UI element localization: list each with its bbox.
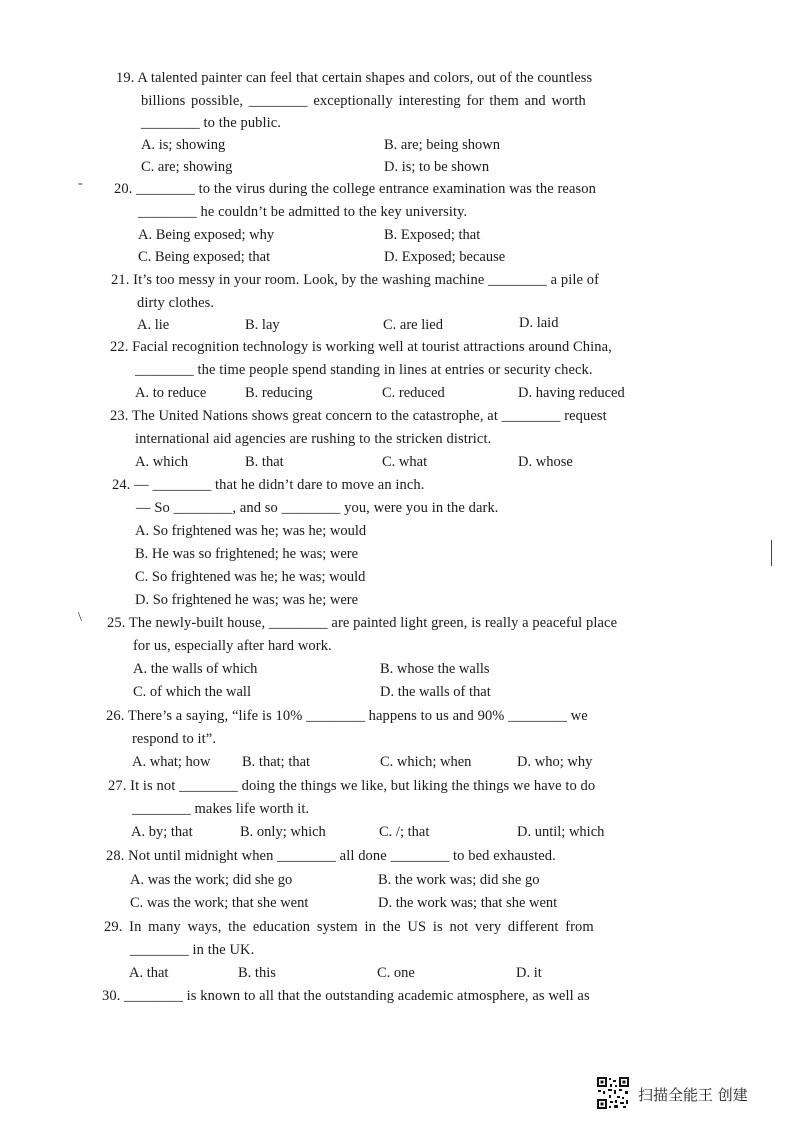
q25-option-a: A. the walls of which xyxy=(133,661,258,677)
q25-option-c: C. of which the wall xyxy=(133,684,251,700)
q25-option-b: B. whose the walls xyxy=(380,661,490,677)
q23-option-d: D. whose xyxy=(518,454,573,470)
q19-line-2: billions possible, ________ exceptionally interesting for them and worth xyxy=(141,93,586,109)
q19-line-1: 19. A talented painter can feel that certain shapes and colors, out of the countless xyxy=(116,70,593,86)
q22-option-a: A. to reduce xyxy=(135,385,207,401)
qr-code-icon xyxy=(596,1076,630,1110)
q26-line-1: 26. There’s a saying, “life is 10% ________ happens to us and 90% ________ we xyxy=(106,708,588,724)
q21-line-1: 21. It’s too messy in your room. Look, by the washing machine ________ a pile of xyxy=(111,272,600,288)
q19-option-c: C. are; showing xyxy=(141,159,233,175)
q19-option-d: D. is; to be shown xyxy=(384,159,490,175)
q29-option-c: C. one xyxy=(377,965,415,981)
q28-option-a: A. was the work; did she go xyxy=(130,872,293,888)
q22-line-2: ________ the time people spend standing in lines at entries or security check. xyxy=(135,362,593,378)
q24-option-d: D. So frightened he was; was he; were xyxy=(135,592,359,608)
q21-option-b: B. lay xyxy=(245,317,280,333)
q22-option-b: B. reducing xyxy=(245,385,313,401)
q24-line-2: — So ________, and so ________ you, were you in the dark. xyxy=(136,500,499,516)
margin-vertical-mark xyxy=(771,540,772,566)
q24-option-b: B. He was so frightened; he was; were xyxy=(135,546,359,562)
q27-line-2: ________ makes life worth it. xyxy=(132,801,310,817)
q26-line-2: respond to it”. xyxy=(132,731,217,747)
scanner-brand-text: 扫描全能王 创建 xyxy=(638,1086,748,1104)
q28-option-d: D. the work was; that she went xyxy=(378,895,558,911)
q23-option-b: B. that xyxy=(245,454,284,470)
q29-line-2: ________ in the UK. xyxy=(130,942,255,958)
q26-option-c: C. which; when xyxy=(380,754,472,770)
q27-line-1: 27. It is not ________ doing the things we like, but liking the things we have to do xyxy=(108,778,596,794)
q23-option-a: A. which xyxy=(135,454,189,470)
q29-line-1: 29. In many ways, the education system in the US is not very different from xyxy=(104,919,594,935)
q21-line-2: dirty clothes. xyxy=(137,295,215,311)
q29-option-a: A. that xyxy=(129,965,169,981)
q24-option-c: C. So frightened was he; he was; would xyxy=(135,569,366,585)
q27-option-b: B. only; which xyxy=(240,824,326,840)
q25-option-d: D. the walls of that xyxy=(380,684,491,700)
q23-line-1: 23. The United Nations shows great concern to the catastrophe, at ________ request xyxy=(110,408,607,424)
q21-option-c: C. are lied xyxy=(383,317,443,333)
q22-option-c: C. reduced xyxy=(382,385,445,401)
q19-option-a: A. is; showing xyxy=(141,137,226,153)
q20-option-d: D. Exposed; because xyxy=(384,249,506,265)
q25-line-1: 25. The newly-built house, ________ are painted light green, is really a peaceful place xyxy=(107,615,618,631)
q20-option-b: B. Exposed; that xyxy=(384,227,481,243)
q22-option-d: D. having reduced xyxy=(518,385,625,401)
scanner-watermark xyxy=(596,1076,786,1112)
q21-option-a: A. lie xyxy=(137,317,170,333)
q19-option-b: B. are; being shown xyxy=(384,137,500,153)
q20-option-a: A. Being exposed; why xyxy=(138,227,275,243)
q28-line-1: 28. Not until midnight when ________ all done ________ to bed exhausted. xyxy=(106,848,556,864)
q27-option-a: A. by; that xyxy=(131,824,193,840)
margin-dash-mark: - xyxy=(78,176,83,191)
q24-line-1: 24. — ________ that he didn’t dare to move an inch. xyxy=(112,477,425,493)
q26-option-d: D. who; why xyxy=(517,754,593,770)
q26-option-a: A. what; how xyxy=(132,754,211,770)
margin-slash-mark: \ xyxy=(78,610,82,625)
q27-option-c: C. /; that xyxy=(379,824,430,840)
q22-line-1: 22. Facial recognition technology is working well at tourist attractions around China, xyxy=(110,339,612,355)
q25-line-2: for us, especially after hard work. xyxy=(133,638,332,654)
q20-line-1: 20. ________ to the virus during the college entrance examination was the reason xyxy=(114,181,596,197)
q27-option-d: D. until; which xyxy=(517,824,605,840)
q20-line-2: ________ he couldn’t be admitted to the key university. xyxy=(138,204,468,220)
q21-option-d: D. laid xyxy=(519,315,559,331)
q29-option-b: B. this xyxy=(238,965,276,981)
q30-line-1: 30. ________ is known to all that the outstanding academic atmosphere, as well as xyxy=(102,988,590,1004)
q23-line-2: international aid agencies are rushing to the stricken district. xyxy=(135,431,492,447)
q28-option-c: C. was the work; that she went xyxy=(130,895,309,911)
q28-option-b: B. the work was; did she go xyxy=(378,872,540,888)
q19-line-3: ________ to the public. xyxy=(141,115,282,131)
q23-option-c: C. what xyxy=(382,454,428,470)
q29-option-d: D. it xyxy=(516,965,542,981)
q26-option-b: B. that; that xyxy=(242,754,311,770)
q24-option-a: A. So frightened was he; was he; would xyxy=(135,523,367,539)
q20-option-c: C. Being exposed; that xyxy=(138,249,271,265)
